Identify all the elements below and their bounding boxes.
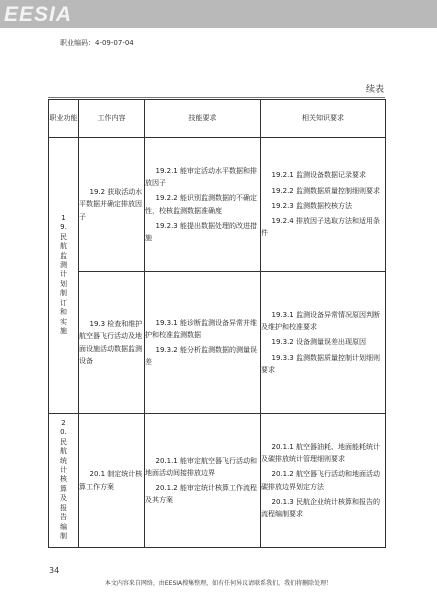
skill-item: 20.1.1 能审定航空器飞行活动和地面活动间接排放边界 — [145, 456, 257, 477]
column-header-content: 工作内容 — [79, 100, 145, 138]
table-row — [49, 138, 386, 272]
knowledge-item: 19.2.4 排放因子选取方法和适用条件 — [261, 217, 380, 238]
content-cell — [79, 414, 145, 548]
skill-item: 19.2.3 能提出数据处理的改进措施 — [145, 221, 257, 242]
skills-cell — [145, 414, 261, 548]
content-text: 20.1 制定统计核算工作方案 — [79, 470, 143, 491]
page-number: 34 — [49, 566, 60, 575]
knowledge-cell — [261, 414, 386, 548]
knowledge-item: 20.1.1 航空器油耗、地面能耗统计及碳排放统计管理细则要求 — [261, 442, 380, 463]
column-header-knowledge: 相关知识要求 — [261, 100, 386, 138]
knowledge-item: 20.1.3 民航企业统计核算和报告的流程编制要求 — [261, 497, 380, 518]
content-text: 19.2 获取活动水平数据并确定排放因子 — [79, 188, 143, 221]
column-header-function: 职业功能 — [49, 100, 79, 138]
knowledge-item: 19.3.1 监测设备异常情况原因判断及维护和校准要求 — [261, 310, 380, 332]
knowledge-item: 19.2.1 监测设备数据记录要求 — [271, 171, 366, 180]
header-rule — [48, 97, 385, 98]
skill-item: 19.2.2 能识别监测数据的不确定性，校核监测数据准确度 — [145, 194, 257, 215]
knowledge-cell — [261, 272, 386, 414]
function-label: 20.民航统计核算及报告编制 — [60, 418, 67, 540]
content-cell — [79, 138, 145, 272]
knowledge-item: 19.2.3 监测数据校核方法 — [271, 201, 352, 210]
function-label: 19.民航监测计划制订和实施 — [60, 213, 67, 335]
occupation-code: 职业编码：4-09-07-04 — [60, 39, 134, 47]
skills-cell — [145, 272, 261, 414]
knowledge-item: 20.1.2 航空器飞行活动和地面活动碳排放边界划定方法 — [261, 470, 380, 491]
competency-table — [48, 99, 386, 548]
eesia-logo: EESIA — [4, 3, 73, 26]
skill-item: 20.1.2 能审定统计核算工作流程及其方案 — [145, 484, 257, 505]
skill-item: 19.2.1 能审定活动水平数据和排放因子 — [145, 166, 257, 187]
content-text: 19.3 检查和维护航空器飞行活动及地面设施活动数据监测设备 — [79, 320, 143, 365]
knowledge-item: 19.3.3 监测数据质量控制计划细则要求 — [261, 353, 380, 374]
function-cell — [49, 414, 79, 548]
footer-disclaimer: 本文内容来自网络，由EESIA搜集整理，如有任何异议请联系我们，我们将删除处理！ — [104, 580, 333, 587]
skill-item: 19.3.1 能诊断监测设备异常并维护和校准监测数据 — [145, 318, 257, 339]
skill-item: 19.3.2 能分析监测数据的测量误差 — [145, 346, 257, 367]
knowledge-item: 19.2.2 监测数据质量控制细则要求 — [271, 186, 380, 195]
table-row — [49, 272, 386, 414]
table-header-row — [49, 100, 386, 138]
header-banner — [0, 0, 437, 28]
column-header-skills: 技能要求 — [145, 100, 261, 138]
knowledge-item: 19.3.2 设备测量误差出现原因 — [271, 338, 366, 347]
skills-cell — [145, 138, 261, 272]
content-cell — [79, 272, 145, 414]
function-cell — [49, 138, 79, 414]
table-row — [49, 414, 386, 548]
continued-label: 续表 — [366, 85, 385, 95]
knowledge-cell — [261, 138, 386, 272]
